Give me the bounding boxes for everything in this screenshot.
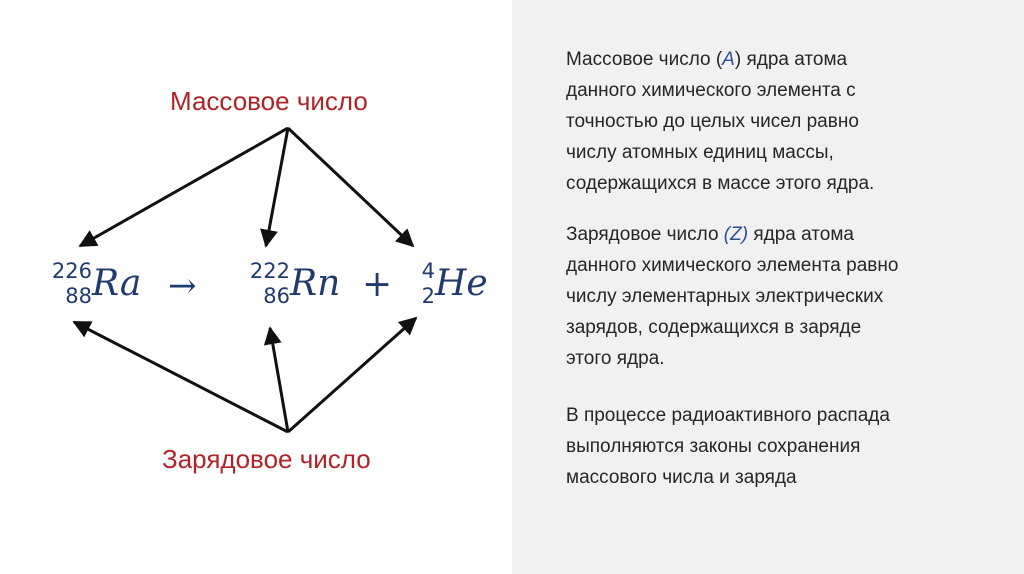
charge-arrow-ra: [74, 322, 288, 432]
mass-arrow-he: [288, 128, 413, 246]
mass-arrow-ra: [80, 128, 288, 246]
reaction-plus: +: [362, 264, 393, 305]
variable-a: A: [722, 49, 735, 70]
charge-def-line-5: этого ядра.: [566, 348, 665, 369]
law-line-2: выполняются законы сохранения: [566, 436, 861, 457]
mass-def-line-1: Массовое число (A) ядра атома: [566, 49, 848, 70]
conservation-law-text: [566, 400, 890, 493]
law-line-1: В процессе радиоактивного распада: [566, 405, 890, 426]
mass-def-line-2: данного химического элемента с: [566, 80, 856, 101]
charge-arrow-he: [288, 318, 416, 432]
radon-mass-number: 222: [249, 259, 290, 283]
charge-def-line-4: зарядов, содержащихся в заряде: [566, 317, 862, 338]
helium-mass-number: 4: [421, 259, 435, 283]
mass-number-definition: [566, 44, 874, 199]
charge-number-definition: [566, 219, 898, 374]
charge-number-label: Зарядовое число: [162, 444, 371, 474]
charge-def-line-2: данного химического элемента равно: [566, 255, 899, 276]
charge-arrow-rn: [270, 328, 288, 432]
mass-def-line-3: точностью до целых чисел равно: [566, 111, 859, 132]
radium-mass-number: 226: [51, 259, 92, 283]
mass-arrow-rn: [266, 128, 288, 246]
mass-number-label: Массовое число: [170, 86, 368, 116]
mass-def-line-5: содержащихся в массе этого ядра.: [566, 173, 875, 194]
charge-def-line-1: Зарядовое число (Z) ядра атома: [566, 224, 854, 245]
charge-def-line-3: числу элементарных электрических: [566, 286, 884, 307]
reaction-arrow: →: [168, 266, 197, 306]
variable-z: (Z): [723, 224, 749, 245]
law-line-3: массового числа и заряда: [566, 467, 797, 488]
radium-symbol: Ra: [92, 263, 142, 304]
radium-charge-number: 88: [65, 284, 92, 308]
helium-symbol: He: [435, 263, 488, 304]
helium-charge-number: 2: [421, 284, 435, 308]
mass-def-line-4: числу атомных единиц массы,: [566, 142, 834, 163]
radon-symbol: Rn: [290, 263, 341, 304]
radon-charge-number: 86: [263, 284, 290, 308]
